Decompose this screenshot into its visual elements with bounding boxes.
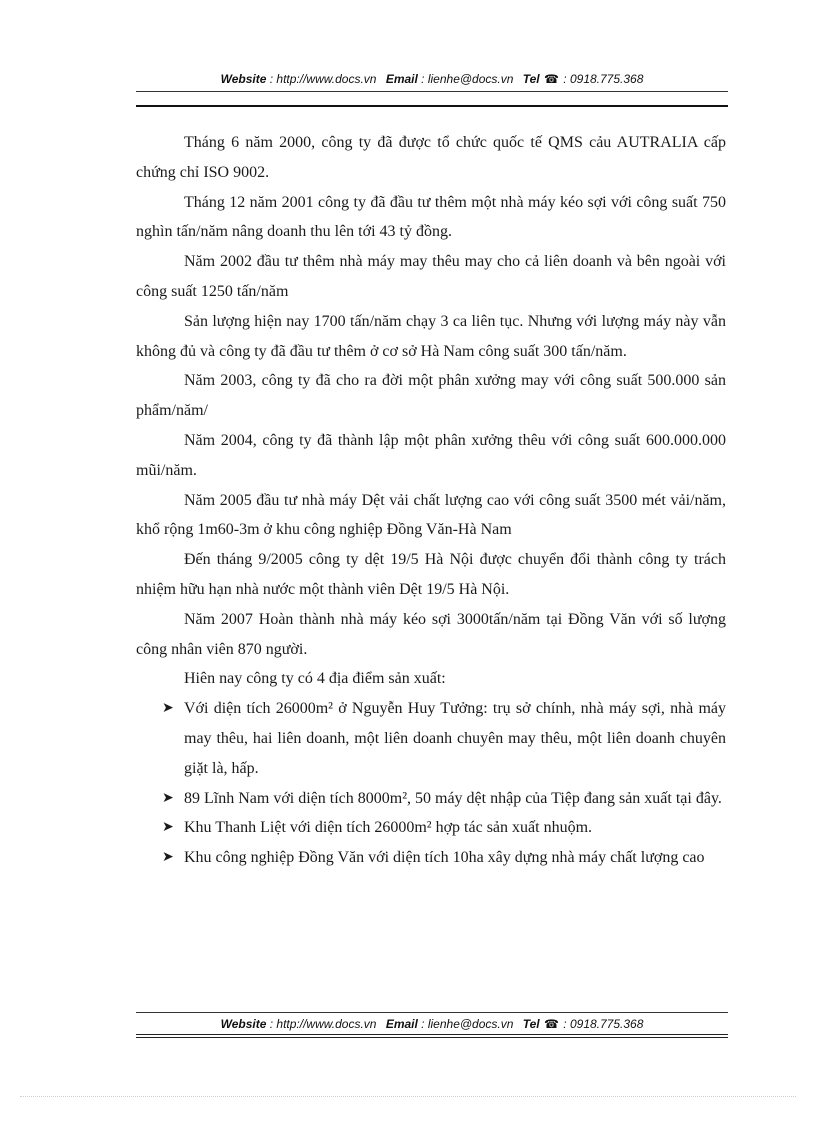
phone-icon: ☎	[544, 72, 559, 86]
list-item-text: Khu công nghiệp Đồng Văn với diện tích 10ha xây dựng nhà máy chất lượng cao	[184, 849, 705, 867]
footer-rule-thin	[136, 1012, 728, 1013]
list-item-text: Với diện tích 26000m² ở Nguyễn Huy Tưởng: trụ sở chính, nhà máy sợi, nhà máy may thêu, hai liên doanh, một liên doanh chuyên may thêu, một liên doanh chuyên giặt là, hấp.	[184, 700, 726, 777]
paragraph: Năm 2003, công ty đã cho ra đời một phân xưởng may với công suất 500.000 sản phẩm/năm/	[136, 372, 726, 420]
page-header	[136, 72, 728, 86]
arrow-bullet-icon: ➤	[162, 789, 174, 806]
arrow-bullet-icon: ➤	[162, 819, 174, 836]
list-item-text: Khu Thanh Liệt với diện tích 26000m² hợp tác sản xuất nhuộm.	[184, 819, 593, 837]
header-rule-thick	[136, 105, 728, 107]
paragraph: Sản lượng hiện nay 1700 tấn/năm chạy 3 ca liên tục. Nhưng với lượng máy này vẫn không đủ và công ty đã đầu tư thêm ở cơ sở Hà Nam công suất 300 tấn/năm.	[136, 312, 726, 360]
list-item-text: 89 Lĩnh Nam với diện tích 8000m², 50 máy dệt nhập của Tiệp đang sản xuất tại đây.	[184, 789, 722, 807]
list-item	[136, 843, 726, 873]
footer-rule-double	[136, 1034, 728, 1038]
paragraph: Đến tháng 9/2005 công ty dệt 19/5 Hà Nội được chuyển đổi thành công ty trách nhiệm hữu hạn nhà nước một thành viên Dệt 19/5 Hà Nội.	[136, 551, 726, 598]
paragraph: Năm 2005 đầu tư nhà máy Dệt vải chất lượng cao với công suất 3500 mét vải/năm, khổ rộng 1m60-3m ở khu công nghiệp Đồng Văn-Hà Nam	[136, 491, 726, 539]
footer-email-value[interactable]: : lienhe@docs.vn	[421, 1017, 514, 1031]
paragraph: Năm 2007 Hoàn thành nhà máy kéo sợi 3000tấn/năm tại Đồng Văn với số lượng công nhân viên 870 người.	[136, 610, 726, 658]
header-website-url[interactable]: : http://www.docs.vn	[269, 72, 377, 86]
header-website-label: Website	[220, 72, 267, 86]
page-edge-divider	[20, 1096, 796, 1097]
footer-email-label: Email	[385, 1017, 418, 1031]
list-item	[136, 694, 726, 783]
arrow-bullet-icon: ➤	[162, 849, 174, 866]
header-tel-label: Tel	[522, 72, 540, 86]
footer-website-label: Website	[220, 1017, 267, 1031]
paragraph: Tháng 6 năm 2000, công ty đã được tổ chức quốc tế QMS cảu AUTRALIA cấp chứng chỉ ISO 9002.	[136, 134, 726, 181]
list-item	[136, 813, 726, 843]
paragraph: Hiên nay công ty có 4 địa điểm sản xuất:	[184, 670, 446, 688]
paragraph: Năm 2002 đầu tư thêm nhà máy may thêu may cho cả liên doanh và bên ngoài với công suất 1250 tấn/năm	[136, 253, 726, 300]
list-item	[136, 784, 726, 814]
paragraph: Tháng 12 năm 2001 công ty đã đầu tư thêm một nhà máy kéo sợi với công suất 750 nghìn tấn/năm nâng doanh thu lên tới 43 tỷ đồng.	[136, 193, 726, 241]
page-footer	[136, 1017, 728, 1031]
footer-tel-label: Tel	[522, 1017, 540, 1031]
document-body	[136, 128, 726, 873]
header-email-label: Email	[385, 72, 418, 86]
header-email-value[interactable]: : lienhe@docs.vn	[421, 72, 514, 86]
arrow-bullet-icon: ➤	[162, 700, 174, 717]
header-rule-thin	[136, 91, 728, 92]
header-tel-value: : 0918.775.368	[563, 72, 644, 86]
paragraph: Năm 2004, công ty đã thành lập một phân xưởng thêu với công suất 600.000.000 mũi/năm.	[136, 431, 726, 479]
phone-icon: ☎	[544, 1017, 559, 1031]
footer-tel-value: : 0918.775.368	[563, 1017, 644, 1031]
footer-website-url[interactable]: : http://www.docs.vn	[269, 1017, 377, 1031]
